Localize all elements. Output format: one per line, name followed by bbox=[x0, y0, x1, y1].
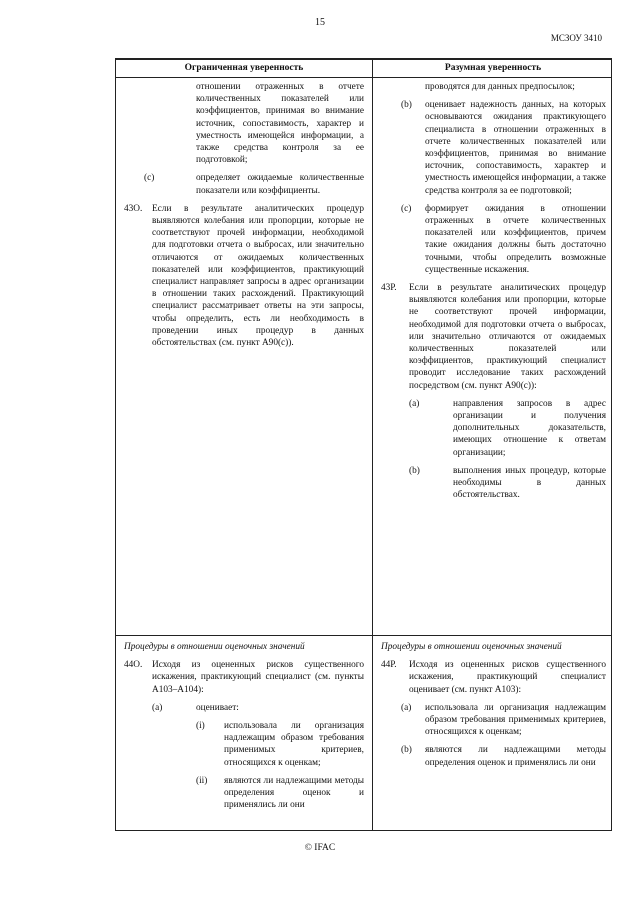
right-bottom-item-a bbox=[381, 702, 606, 739]
item-label: (c) bbox=[144, 173, 155, 184]
right-bottom-item-b bbox=[381, 744, 606, 768]
paragraph-text: Исходя из оцененных рисков существенного искажения, практикующий специалист (см. пункты А103–А104): bbox=[152, 660, 364, 695]
right-subitem-b bbox=[381, 465, 606, 502]
paragraph-44p bbox=[381, 659, 606, 696]
header-rule bbox=[116, 77, 611, 78]
page-number: 15 bbox=[315, 17, 325, 28]
item-text: использовала ли организация надлежащим образом требования применимых критериев, относящихся к оценкам; bbox=[224, 721, 364, 768]
item-label: (b) bbox=[401, 100, 412, 111]
item-label: (a) bbox=[409, 398, 420, 409]
item-label: (ii) bbox=[196, 775, 208, 786]
footer-copyright: © IFAC bbox=[304, 843, 336, 853]
right-continued-text: проводятся для данных предпосылок; bbox=[425, 82, 575, 92]
two-column-table bbox=[115, 58, 612, 831]
section-title-left: Процедуры в отношении оценочных значений bbox=[124, 642, 305, 652]
paragraph-text: Если в результате аналитических процедур выявляются колебания или пропорции, которые не соответствуют прочей информации, необходимой для подготовки отчета о выбросах, или значительно отличаются от ожидаемых количественных показателей или коэффициентов, практикующий специалист направляет запросы в адрес организации в отношении таких расхождений. Практикующий специалист рассматривает ответы на эти запросы, чтобы определить, есть ли необходимость в проведении иных процедур в данных обстоятельствах (см. пункт А90(с)). bbox=[152, 203, 364, 349]
item-label: (a) bbox=[401, 702, 412, 713]
paragraph-label: 43О. bbox=[124, 203, 143, 214]
item-text: оценивает надежность данных, на которых основываются ожидания практикующего специалиста в отношении отраженных в отчете количественных показателей или коэффициентов, принимая во внимание источник, сопоставимость, характер и уместность имеющейся информации, а также средства контроля за ее подготовкой; bbox=[425, 100, 606, 196]
right-subitem-a bbox=[381, 398, 606, 459]
item-label: (a) bbox=[152, 702, 163, 713]
paragraph-text: Исходя из оцененных рисков существенного искажения, практикующий специалист оценивает (см. пункт А103): bbox=[409, 660, 606, 695]
item-text: выполнения иных процедур, которые необходимы в данных обстоятельствах. bbox=[453, 465, 606, 501]
item-label: (b) bbox=[409, 465, 420, 476]
left-subitem-ii bbox=[124, 775, 364, 812]
left-bottom-block bbox=[124, 641, 364, 811]
left-item-c bbox=[124, 172, 364, 196]
header-limited-assurance: Ограниченная уверенность bbox=[184, 63, 304, 73]
document-code: МСЗОУ 3410 bbox=[550, 33, 602, 43]
item-text: являются ли надлежащими методы определения оценок и применялись ли они bbox=[425, 745, 606, 768]
table-top-rule bbox=[116, 59, 611, 60]
item-text: формирует ожидания в отношении отраженных в отчете количественных показателей или коэффициентов, причем такие ожидания должны быть достаточно точными, чтобы определить возможные существенные искажения. bbox=[425, 203, 606, 275]
paragraph-label: 44Р. bbox=[381, 660, 397, 671]
right-bottom-block bbox=[381, 641, 606, 769]
column-divider bbox=[372, 59, 373, 830]
header-reasonable-assurance: Разумная уверенность bbox=[444, 63, 542, 73]
section-title-right: Процедуры в отношении оценочных значений bbox=[381, 642, 562, 652]
item-text: использовала ли организация надлежащим образом требования применимых критериев, относящихся к оценкам; bbox=[425, 702, 606, 738]
paragraph-text: Если в результате аналитических процедур выявляются колебания или пропорции, которые не соответствуют прочей информации, необходимой для подготовки отчета о выбросах, или значительно отличаются от ожидаемых количественных показателей или коэффициентов, практикующий специалист проводит исследование таких расхождений посредством (см. пункт А90(с)): bbox=[409, 283, 606, 391]
paragraph-43o bbox=[124, 203, 364, 349]
left-top-block bbox=[124, 81, 364, 349]
paragraph-label: 44О. bbox=[124, 660, 143, 671]
paragraph-44o bbox=[124, 659, 364, 696]
right-item-b bbox=[381, 99, 606, 197]
item-text: являются ли надлежащими методы определения оценок и применялись ли они bbox=[224, 775, 364, 811]
right-top-block bbox=[381, 81, 606, 502]
right-item-c bbox=[381, 203, 606, 276]
paragraph-43p bbox=[381, 282, 606, 392]
section-divider-rule bbox=[116, 635, 611, 636]
paragraph-label: 43Р. bbox=[381, 283, 397, 294]
item-text: определяет ожидаемые количественные показатели или коэффициенты. bbox=[196, 173, 364, 196]
item-text: оценивает: bbox=[196, 702, 239, 713]
left-subitem-i bbox=[124, 720, 364, 769]
item-text: направления запросов в адрес организации и получения дополнительных доказательств, имеющих отношение к ответам организации; bbox=[453, 398, 606, 458]
item-label: (c) bbox=[401, 203, 412, 214]
item-label: (i) bbox=[196, 721, 205, 732]
left-continued-text: отношении отраженных в отчете количественных показателей или коэффициентов, принимая во внимание источник, сопоставимость, характер и уместность имеющейся информации, а также средства контроля за ее подготовкой; bbox=[196, 82, 364, 166]
left-item-a bbox=[124, 702, 364, 714]
item-label: (b) bbox=[401, 745, 412, 756]
